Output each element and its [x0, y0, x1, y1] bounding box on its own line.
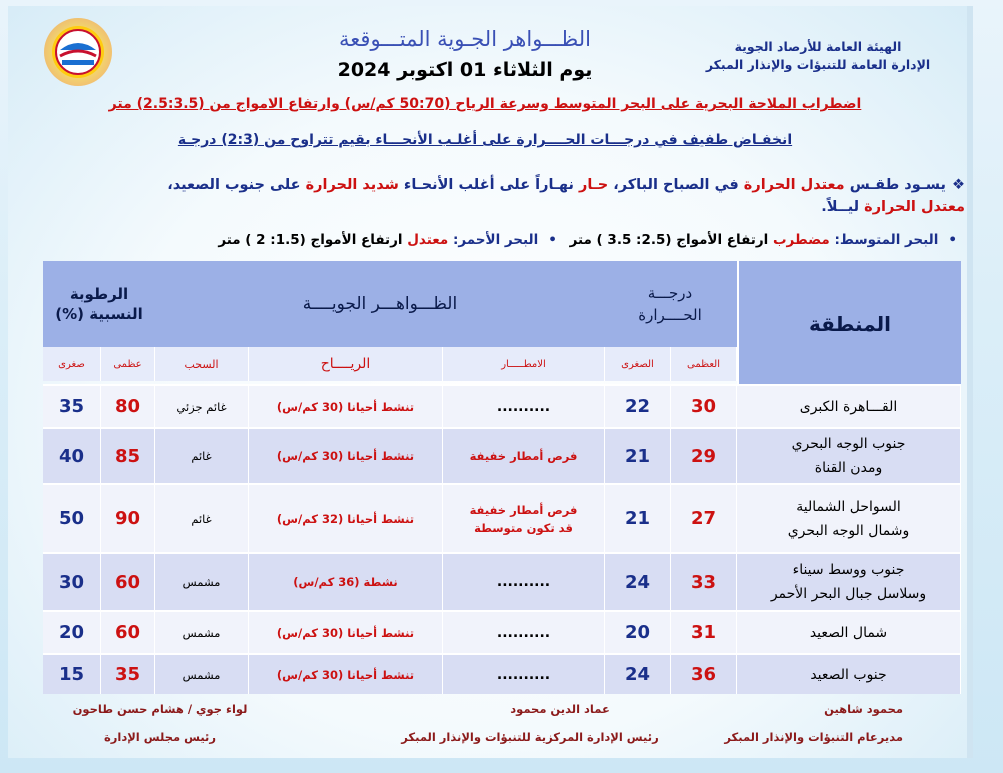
red-sea-label: البحر الأحمر: [452, 232, 539, 248]
region-name [737, 610, 961, 653]
region-name [737, 653, 961, 694]
region-name-line1: جنوب الصعيد [810, 666, 887, 683]
wind-value: نشطة (36 كم/س) [249, 552, 443, 610]
summary-text: ليــلاً. [821, 199, 865, 215]
summary-highlight: معتدل الحرارة [743, 177, 845, 193]
forecast-date: يوم الثلاثاء 01 اكتوبر 2024 [337, 59, 593, 81]
org-name: الهيئة العامة للأرصاد الجوية [734, 39, 902, 54]
header-temp-min: الصغرى [605, 347, 671, 381]
clouds-value: مشمس [155, 653, 249, 694]
temp-max-value: 30 [671, 384, 737, 427]
temp-min-value: 22 [605, 384, 671, 427]
region-name-line2: وسلاسل جبال البحر الأحمر [770, 586, 927, 602]
humidity-max-value: 85 [101, 427, 155, 483]
signature-name-center: عماد الدين محمود [510, 702, 610, 716]
humidity-min-value: 40 [43, 427, 101, 483]
wind-value: تنشط أحيانا (32 كم/س) [249, 483, 443, 552]
rain-value-line2: قد تكون متوسطة [474, 520, 573, 535]
signature-name-right: محمود شاهين [824, 702, 903, 716]
weather-summary [125, 174, 965, 218]
rain-value-line1: فرص أمطار خفيفة [469, 502, 578, 517]
org-department: الإدارة العامة للتنبؤات والإنذار المبكر [705, 57, 931, 72]
red-sea-state: معتدل [407, 232, 449, 248]
region-name-line2: وشمال الوجه البحري [787, 522, 910, 539]
header-humidity: الرطوبة النسبية (%) [43, 261, 155, 347]
signature-name-left: لواء جوي / هشام حسن طاحون [72, 702, 248, 716]
rain-value-line1: .......... [496, 574, 551, 590]
ema-logo-icon [28, 15, 128, 90]
wind-value: تنشط أحيانا (30 كم/س) [249, 610, 443, 653]
temp-min-value: 21 [605, 483, 671, 552]
header-temperature: درجـــة الحــــرارة [605, 261, 735, 347]
region-name-line1: جنوب الوجه البحري [791, 436, 906, 452]
bullet-icon: • [548, 232, 557, 248]
header-phenomena: الظـــواهـــر الجويــــة [155, 261, 605, 347]
header-temp-max: العظمى [671, 347, 737, 381]
header-wind: الريــــاح [249, 347, 443, 381]
summary-highlight: حـار [578, 177, 609, 193]
red-sea-waves: ارتفاع الأمواج (1.5: 2 ) متر [218, 232, 403, 248]
region-name-line1: شمال الصعيد [809, 624, 888, 641]
temperature-alert: انخفـاض طفيف في درجـــات الحــــرارة على أغلـب الأنحـــاء بقيم تتراوح من (2:3) درجـة [177, 132, 793, 148]
humidity-max-value: 80 [101, 384, 155, 427]
rain-value [443, 610, 605, 653]
med-sea-label: البحر المتوسط: [834, 232, 939, 248]
temp-max-value: 33 [671, 552, 737, 610]
organization-header [688, 38, 948, 74]
summary-highlight: معتدل الحرارة [864, 199, 965, 215]
summary-text: في الصباح الباكر، [608, 177, 744, 193]
med-sea-waves: ارتفاع الأمواج (2.5: 3.5 ) متر [569, 232, 769, 248]
bullet-icon: • [948, 232, 957, 248]
rain-value [443, 384, 605, 427]
summary-highlight: شديد الحرارة [305, 177, 399, 193]
forecast-table [43, 261, 961, 694]
header-humidity-max: عظمى [101, 347, 155, 381]
rain-value-line1: .......... [496, 624, 551, 641]
rain-value [443, 653, 605, 694]
wind-value: تنشط أحيانا (30 كم/س) [249, 427, 443, 483]
page-title: الظـــواهر الجـوية المتـــوقعة [339, 27, 591, 51]
marine-alert: اضطراب الملاحة البحرية على البحر المتوسط وسرعة الرياح (50:70 كم/س) وارتفاع الامواج من (2.5:3.5) متر [108, 96, 862, 112]
med-sea-state: مضطرب [772, 232, 830, 248]
header-clouds: السحب [155, 347, 249, 381]
summary-text: على جنوب الصعيد، [167, 177, 306, 193]
wind-value: تنشط أحيانا (30 كم/س) [249, 653, 443, 694]
rain-value [443, 427, 605, 483]
rain-value-line1: .......... [496, 398, 551, 415]
temp-max-value: 36 [671, 653, 737, 694]
signature-title-right: مديرعام التنبؤات والإنذار المبكر [724, 730, 903, 744]
clouds-value: مشمس [155, 610, 249, 653]
rain-value [443, 483, 605, 552]
summary-bullet-icon: ❖ [952, 177, 965, 193]
humidity-max-value: 60 [101, 610, 155, 653]
humidity-max-value: 35 [101, 653, 155, 694]
humidity-min-value: 35 [43, 384, 101, 427]
humidity-max-value: 90 [101, 483, 155, 552]
temp-min-value: 24 [605, 552, 671, 610]
temp-max-value: 27 [671, 483, 737, 552]
temp-max-value: 29 [671, 427, 737, 483]
sea-conditions [65, 232, 965, 248]
rain-value [443, 552, 605, 610]
humidity-min-value: 30 [43, 552, 101, 610]
region-name [737, 552, 961, 610]
signature-title-left: رئيس مجلس الإدارة [103, 730, 216, 744]
rain-value-line1: فرص أمطار خفيفة [469, 449, 578, 463]
header-region: المنطقة [737, 261, 961, 386]
wind-value: تنشط أحيانا (30 كم/س) [249, 384, 443, 427]
clouds-value: مشمس [155, 552, 249, 610]
rain-value-line1: .......... [496, 666, 551, 683]
clouds-value: غائم [155, 427, 249, 483]
humidity-min-value: 15 [43, 653, 101, 694]
temp-min-value: 20 [605, 610, 671, 653]
signature-title-center: رئيس الإدارة المركزية للتنبؤات والإنذار المبكر [401, 730, 659, 744]
temp-min-value: 24 [605, 653, 671, 694]
humidity-min-value: 20 [43, 610, 101, 653]
region-name-line1: السواحل الشمالية [796, 498, 901, 515]
humidity-min-value: 50 [43, 483, 101, 552]
region-name [737, 427, 961, 483]
summary-text: يسـود طقـس [844, 177, 946, 193]
region-name-line2: ومدن القناة [814, 460, 883, 476]
summary-text: نهـاراً على أغلب الأنحـاء [398, 177, 579, 193]
header-humidity-min: صغرى [43, 347, 101, 381]
clouds-value: غائم جزئي [155, 384, 249, 427]
clouds-value: غائم [155, 483, 249, 552]
region-name [737, 384, 961, 427]
header-rain: الامطـــــار [443, 347, 605, 381]
humidity-max-value: 60 [101, 552, 155, 610]
region-name-line1: جنوب ووسط سيناء [792, 562, 905, 578]
region-name [737, 483, 961, 552]
region-name-line1: القـــاهرة الكبرى [799, 398, 898, 415]
temp-max-value: 31 [671, 610, 737, 653]
temp-min-value: 21 [605, 427, 671, 483]
